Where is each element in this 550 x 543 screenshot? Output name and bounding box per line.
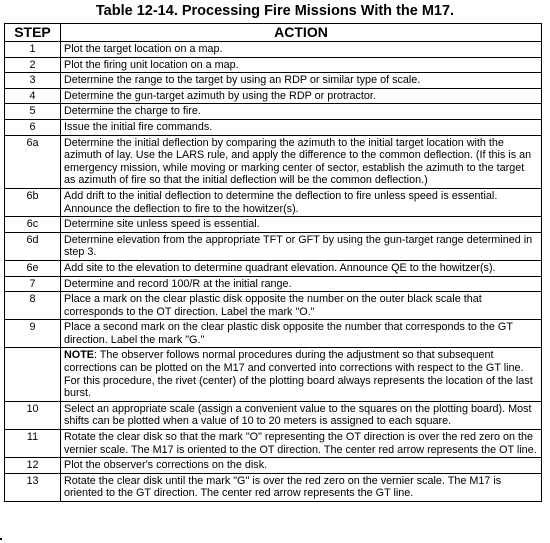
step-number: 6a <box>5 135 61 188</box>
procedure-table <box>4 23 542 502</box>
step-number: 9 <box>5 320 61 348</box>
table-row <box>5 135 542 188</box>
note-body: : The observer follows normal procedures during the adjustment so that subsequent corrections can be plotted on the M17 and converted into corrections with respect to the GT line. For this procedure, the rivet (center) of the plotting board always represents the location of the last burst. <box>64 349 533 400</box>
step-action: Plot the firing unit location on a map. <box>61 57 542 73</box>
step-action: Plot the observer's corrections on the disk. <box>61 458 542 474</box>
table-row <box>5 217 542 233</box>
step-action: Plot the target location on a map. <box>61 42 542 58</box>
step-action: Add drift to the initial deflection to determine the deflection to fire unless speed is essential. Announce the deflection to fire to the howitzer(s). <box>61 188 542 216</box>
step-action: Add site to the elevation to determine quadrant elevation. Announce QE to the howitzer(s). <box>61 260 542 276</box>
page-mark <box>0 538 2 540</box>
step-action: Select an appropriate scale (assign a convenient value to the squares on the plotting board). Most shifts can be plotted when a value of 10 to 20 meters is assigned to each square. <box>61 401 542 429</box>
step-action: Determine the gun-target azimuth by using the RDP or protractor. <box>61 88 542 104</box>
table-row <box>5 232 542 260</box>
step-action: Place a mark on the clear plastic disk opposite the number on the outer black scale that corresponds to the OT direction. Label the mark "O." <box>61 292 542 320</box>
step-number: 6d <box>5 232 61 260</box>
table-row <box>5 188 542 216</box>
step-number: 3 <box>5 73 61 89</box>
table-row <box>5 119 542 135</box>
step-action: Determine the charge to fire. <box>61 104 542 120</box>
step-action: Determine site unless speed is essential. <box>61 217 542 233</box>
table-row <box>5 292 542 320</box>
step-number: 8 <box>5 292 61 320</box>
step-action: Determine and record 100/R at the initial range. <box>61 276 542 292</box>
table-row <box>5 104 542 120</box>
step-action: Place a second mark on the clear plastic disk opposite the number that corresponds to the GT direction. Label the mark "G." <box>61 320 542 348</box>
step-number: 6c <box>5 217 61 233</box>
table-header-row <box>5 24 542 42</box>
note-label: NOTE <box>64 349 94 362</box>
table-row <box>5 88 542 104</box>
step-action: Determine elevation from the appropriate TFT or GFT by using the gun-target range determined in step 3. <box>61 232 542 260</box>
step-number: 1 <box>5 42 61 58</box>
step-number: 11 <box>5 430 61 458</box>
step-number: 6e <box>5 260 61 276</box>
table-row <box>5 473 542 501</box>
step-number: 13 <box>5 473 61 501</box>
table-row <box>5 320 542 348</box>
table-title: Table 12-14. Processing Fire Missions With the M17. <box>95 3 455 19</box>
action-column-header: ACTION <box>61 24 542 42</box>
step-action: Rotate the clear disk so that the mark "O" representing the OT direction is over the red zero on the vernier scale. The M17 is oriented to the OT direction. The center red arrow represents the OT line. <box>61 430 542 458</box>
step-column-header: STEP <box>5 24 61 42</box>
step-action: Rotate the clear disk until the mark "G" is over the red zero on the vernier scale. The M17 is oriented to the GT direction. The center red arrow represents the GT line. <box>61 473 542 501</box>
table-row <box>5 260 542 276</box>
step-number: 6b <box>5 188 61 216</box>
table-row <box>5 73 542 89</box>
step-number: 10 <box>5 401 61 429</box>
table-row <box>5 430 542 458</box>
step-action: Determine the range to the target by using an RDP or similar type of scale. <box>61 73 542 89</box>
step-number: 2 <box>5 57 61 73</box>
table-row <box>5 42 542 58</box>
step-action: Issue the initial fire commands. <box>61 119 542 135</box>
step-action: Determine the initial deflection by comparing the azimuth to the initial target location with the azimuth of lay. Use the LARS rule, and apply the difference to the common deflection. (If this is an emergency mission, while moving or marking center of sector, establish the azimuth to the target as azimuth of fire so that the initial deflection will be the common deflection.) <box>61 135 542 188</box>
step-number: 7 <box>5 276 61 292</box>
step-number: 6 <box>5 119 61 135</box>
note-text <box>61 348 542 401</box>
step-number-empty <box>5 348 61 401</box>
table-row <box>5 401 542 429</box>
table-row <box>5 276 542 292</box>
table-row <box>5 57 542 73</box>
table-row <box>5 458 542 474</box>
step-number: 12 <box>5 458 61 474</box>
note-row <box>5 348 542 401</box>
step-number: 4 <box>5 88 61 104</box>
step-number: 5 <box>5 104 61 120</box>
